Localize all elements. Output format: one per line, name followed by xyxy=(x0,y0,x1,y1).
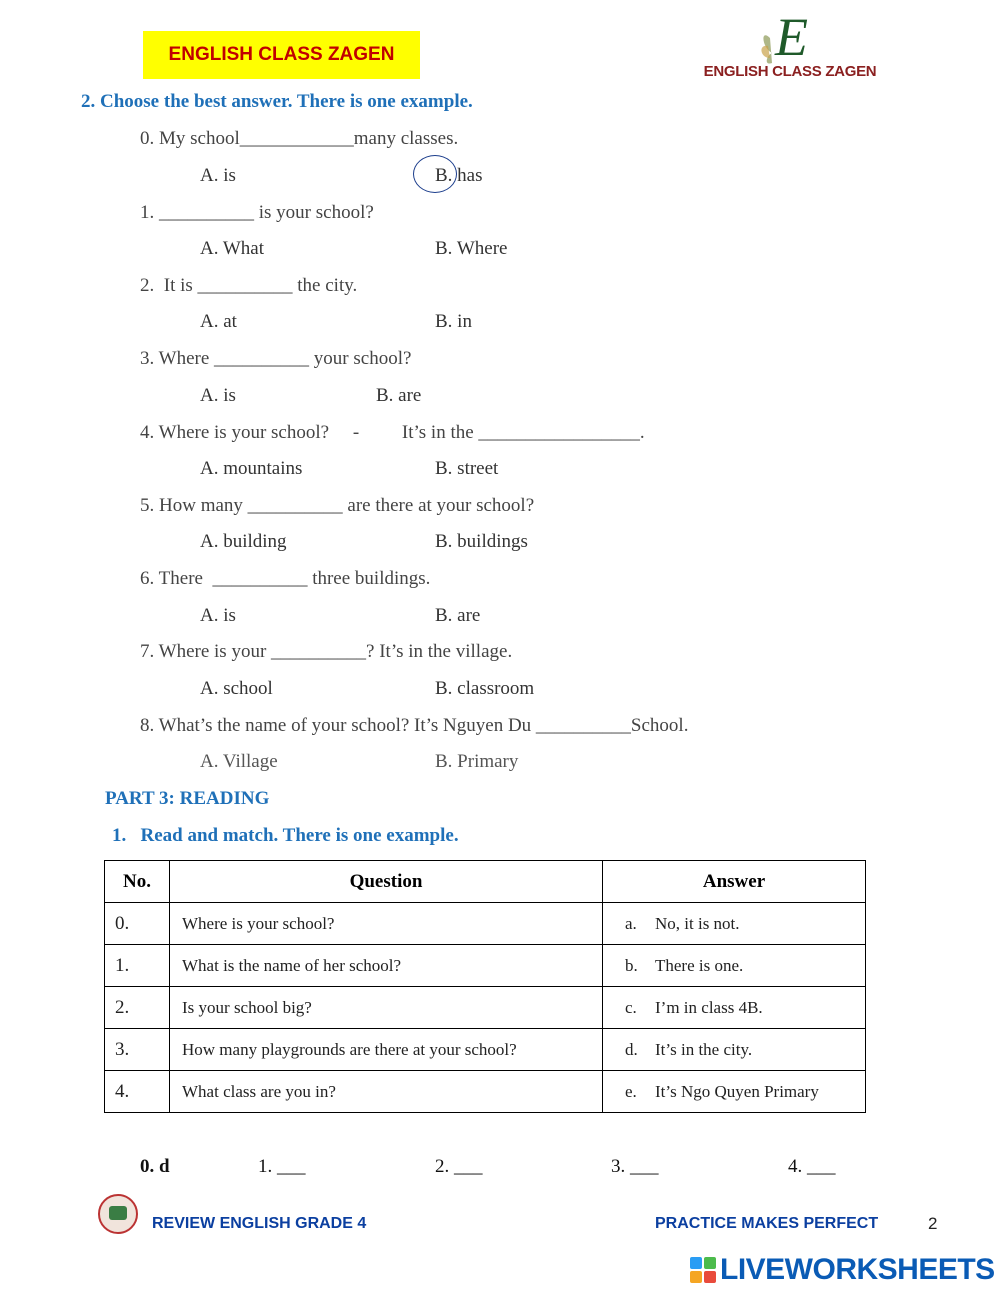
page-number: 2 xyxy=(928,1214,938,1233)
option-3b: B. are xyxy=(376,385,422,406)
header-question: Question xyxy=(170,861,603,903)
answer-letter: b. xyxy=(625,955,638,975)
row-answer-cell xyxy=(603,903,866,945)
table-header-row xyxy=(105,861,866,903)
option-1a: A. What xyxy=(200,238,265,259)
example-answer-circle xyxy=(413,155,457,193)
question-1: 1. __________ is your school? xyxy=(140,202,374,223)
logo-text: ENGLISH CLASS ZAGEN xyxy=(703,63,877,80)
answer-text: There is one. xyxy=(655,955,744,975)
row-number: 4. xyxy=(105,1071,170,1113)
answer-letter: d. xyxy=(625,1039,638,1059)
option-4a: A. mountains xyxy=(200,458,303,479)
table-row xyxy=(105,1029,866,1071)
liveworksheets-logo-icon xyxy=(690,1257,716,1283)
option-5a: A. building xyxy=(200,531,287,552)
header-no: No. xyxy=(105,861,170,903)
answer-blank-2[interactable]: 2. ___ xyxy=(435,1156,483,1177)
match-table xyxy=(104,860,866,1113)
row-question: Is your school big? xyxy=(170,987,603,1029)
row-answer-cell xyxy=(603,1029,866,1071)
option-6b: B. are xyxy=(435,605,481,626)
row-number: 2. xyxy=(105,987,170,1029)
footer-right-text: PRACTICE MAKES PERFECT xyxy=(655,1215,879,1232)
answer-letter: a. xyxy=(625,913,637,933)
table-row xyxy=(105,903,866,945)
answer-text: I’m in class 4B. xyxy=(655,997,763,1017)
option-8b: B. Primary xyxy=(435,751,519,772)
answer-letter: e. xyxy=(625,1081,637,1101)
option-0b: B. has xyxy=(435,165,483,186)
header-answer: Answer xyxy=(603,861,866,903)
question-5: 5. How many __________ are there at your school? xyxy=(140,495,535,516)
section2-title: 2. Choose the best answer. There is one example. xyxy=(81,91,473,112)
liveworksheets-wordmark: LIVEWORKSHEETS xyxy=(720,1253,995,1286)
row-number: 3. xyxy=(105,1029,170,1071)
option-0a: A. is xyxy=(200,165,236,186)
question-6: 6. There __________ three buildings. xyxy=(140,568,431,589)
option-8a: A. Village xyxy=(200,751,278,772)
question-3: 3. Where __________ your school? xyxy=(140,348,412,369)
part3-task-title: 1. Read and match. There is one example. xyxy=(112,825,459,846)
row-answer-cell xyxy=(603,945,866,987)
liveworksheets-brand[interactable] xyxy=(690,1253,995,1287)
option-6a: A. is xyxy=(200,605,236,626)
footer-left-text: REVIEW ENGLISH GRADE 4 xyxy=(152,1215,367,1232)
answer-blank-4[interactable]: 4. ___ xyxy=(788,1156,836,1177)
row-question: Where is your school? xyxy=(170,903,603,945)
option-2b: B. in xyxy=(435,311,472,332)
row-question: What class are you in? xyxy=(170,1071,603,1113)
row-answer-cell xyxy=(603,1071,866,1113)
answer-letter: c. xyxy=(625,997,637,1017)
footer-badge-icon xyxy=(98,1194,138,1234)
answer-example: 0. d xyxy=(140,1156,170,1177)
question-8: 8. What’s the name of your school? It’s Nguyen Du __________School. xyxy=(140,715,689,736)
answer-blank-3[interactable]: 3. ___ xyxy=(611,1156,659,1177)
question-2: 2. It is __________ the city. xyxy=(140,275,358,296)
option-3a: A. is xyxy=(200,385,236,406)
row-question: How many playgrounds are there at your school? xyxy=(170,1029,603,1071)
question-4: 4. Where is your school? - It’s in the _________________. xyxy=(140,422,645,443)
row-question: What is the name of her school? xyxy=(170,945,603,987)
row-answer-cell xyxy=(603,987,866,1029)
footer-badge-inner-icon xyxy=(109,1206,127,1220)
answer-text: No, it is not. xyxy=(655,913,740,933)
table-row xyxy=(105,1071,866,1113)
option-2a: A. at xyxy=(200,311,237,332)
part3-title: PART 3: READING xyxy=(105,788,270,809)
brand-logo xyxy=(700,8,880,88)
option-1b: B. Where xyxy=(435,238,508,259)
logo-letter: E xyxy=(775,7,808,67)
row-number: 0. xyxy=(105,903,170,945)
row-number: 1. xyxy=(105,945,170,987)
question-0: 0. My school____________many classes. xyxy=(140,128,459,149)
option-7a: A. school xyxy=(200,678,273,699)
header-banner: ENGLISH CLASS ZAGEN xyxy=(143,31,420,79)
option-5b: B. buildings xyxy=(435,531,528,552)
answer-text: It’s Ngo Quyen Primary xyxy=(655,1081,819,1101)
answer-blank-1[interactable]: 1. ___ xyxy=(258,1156,306,1177)
table-row xyxy=(105,987,866,1029)
option-7b: B. classroom xyxy=(435,678,535,699)
question-7: 7. Where is your __________? It’s in the village. xyxy=(140,641,513,662)
option-4b: B. street xyxy=(435,458,499,479)
table-row xyxy=(105,945,866,987)
answer-text: It’s in the city. xyxy=(655,1039,753,1059)
